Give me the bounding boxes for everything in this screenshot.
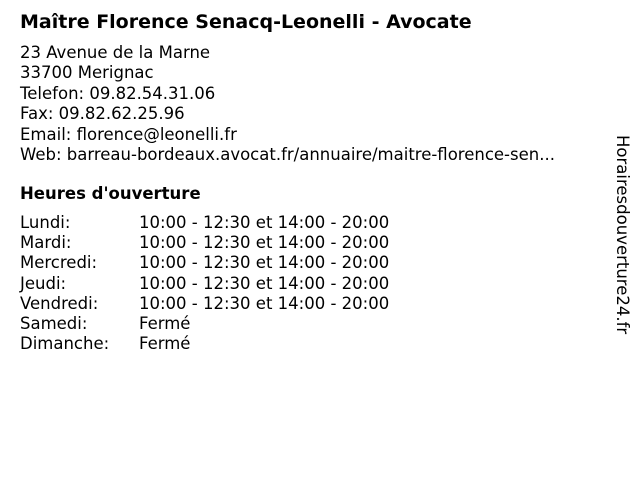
hours-row-samedi [20,314,389,334]
time-value: Fermé [139,334,191,354]
hours-row-lundi [20,213,389,233]
time-value: 10:00 - 12:30 et 14:00 - 20:00 [139,233,390,253]
hours-row-mercredi [20,253,389,273]
day-label: Mercredi: [20,253,98,273]
hours-row-dimanche [20,334,389,354]
day-label: Dimanche: [20,334,110,354]
page-title: Maître Florence Senacq-Leonelli - Avocate [20,11,472,33]
hours-row-jeudi [20,274,389,294]
website-url: Web: barreau-bordeaux.avocat.fr/annuaire/maitre-florence-sen... [20,144,555,164]
email-address: Email: florence@leonelli.fr [20,124,237,144]
time-value: 10:00 - 12:30 et 14:00 - 20:00 [139,273,390,293]
contact-info [20,43,555,165]
opening-hours-table [20,213,389,354]
hours-row-mardi [20,233,389,253]
time-value: Fermé [139,313,191,333]
phone-number: Telefon: 09.82.54.31.06 [20,83,216,103]
time-value: 10:00 - 12:30 et 14:00 - 20:00 [139,293,390,313]
hours-row-vendredi [20,294,389,314]
day-label: Vendredi: [20,293,99,313]
day-label: Jeudi: [20,273,67,293]
address-city: 33700 Merignac [20,63,154,83]
site-watermark: Horairesdouverture24.fr [613,135,632,335]
time-value: 10:00 - 12:30 et 14:00 - 20:00 [139,253,390,273]
time-value: 10:00 - 12:30 et 14:00 - 20:00 [139,213,390,232]
hours-heading: Heures d'ouverture [20,184,201,203]
day-label: Mardi: [20,233,72,253]
fax-number: Fax: 09.82.62.25.96 [20,104,185,124]
day-label: Lundi: [20,213,71,232]
address-street: 23 Avenue de la Marne [20,43,211,62]
day-label: Samedi: [20,313,88,333]
